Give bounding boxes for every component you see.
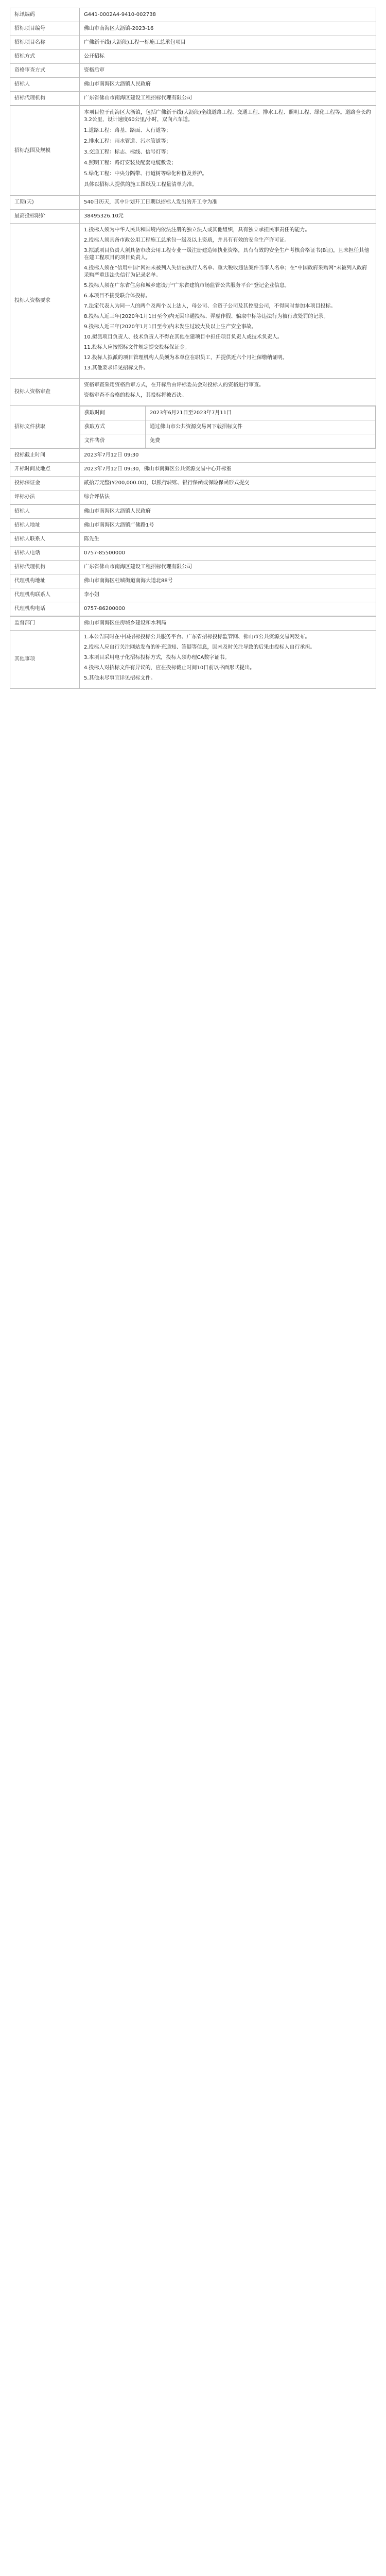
detail-table	[10, 106, 376, 504]
scope-paragraph: 5.绿化工程：中央分隔带、行道树等绿化种植及养护。	[84, 171, 207, 177]
doc-fee-content	[80, 406, 376, 449]
contact-4-row	[10, 561, 376, 574]
contact-5-row	[10, 574, 376, 588]
document-page	[0, 8, 386, 2576]
contact-6-label: 代理机构联系人	[10, 588, 80, 602]
other-item: 3.本项目采用电子化招标投标方式，投标人须办理CA数字证书。	[84, 655, 230, 660]
qualification-review-item: 资格审查不合格的投标人，其投标将被否决。	[84, 393, 187, 398]
contacts-table	[10, 504, 376, 616]
qualification-item: 2.投标人须具备市政公用工程施工总承包一级及以上资质，并具有有效的安全生产许可证。	[84, 238, 290, 243]
qualification-item: 12.投标人拟派的项目管理机构人员须为本单位在职员工，并提供近六个月社保缴纳证明。	[84, 355, 288, 361]
contact-3-value: 0757-85500000	[80, 547, 376, 561]
qualification-item: 1.投标人须为中华人民共和国境内依法注册的独立法人或其他组织，具有独立承担民事责任的能力。	[84, 227, 310, 233]
qualification-review-label: 投标人资格审查	[10, 379, 80, 406]
basic-1-label: 招标项目编号	[10, 22, 80, 36]
contact-7-value: 0757-86200000	[80, 602, 376, 616]
other-content	[80, 631, 376, 689]
other-item: 2.投标人应自行关注网站发布的补充通知、答疑等信息，因未及时关注导致的后果由投标人自行承担。	[84, 645, 315, 650]
contact-1-label: 招标人地址	[10, 519, 80, 533]
qualification-label: 投标人资格要求	[10, 224, 80, 379]
max-price-label: 最高投标限价	[10, 210, 80, 224]
doc-fee-key: 获取方式	[80, 420, 146, 434]
other-label: 其他事项	[10, 631, 80, 689]
contact-5-label: 代理机构地址	[10, 574, 80, 588]
other-item: 4.投标人对招标文件有异议的，应在投标截止时间10日前以书面形式提出。	[84, 665, 255, 671]
doc-fee-table	[80, 406, 376, 448]
contact-5-value: 佛山市南海区桂城街道南海大道北88号	[80, 574, 376, 588]
doc-fee-label: 招标文件获取	[10, 406, 80, 449]
doc-fee-row	[80, 406, 376, 420]
contact-2-row	[10, 533, 376, 547]
max-price-value: 38495326.10元	[80, 210, 376, 224]
opening-value: 2023年7月12日 09:30，佛山市南海区公共资源交易中心开标室	[80, 463, 376, 477]
basic-2-label: 招标项目名称	[10, 36, 80, 50]
basic-6-value: 广东省佛山市南海区建设工程招标代理有限公司	[80, 92, 376, 106]
evaluation-label: 评标办法	[10, 490, 80, 504]
scope-content	[80, 106, 376, 196]
basic-3-value: 公开招标	[80, 50, 376, 64]
basic-5-label: 招标人	[10, 78, 80, 92]
scope-paragraph: 具体以招标人提供的施工图纸及工程量清单为准。	[84, 182, 197, 188]
scope-paragraph: 3.交通工程：标志、标线、信号灯等；	[84, 149, 171, 155]
basic-2-row	[10, 36, 376, 50]
contact-1-row	[10, 519, 376, 533]
contact-7-row	[10, 602, 376, 616]
basic-6-label: 招标代理机构	[10, 92, 80, 106]
qualification-item: 11.投标人应按招标文件规定提交投标保证金。	[84, 345, 190, 350]
doc-fee-value: 通过佛山市公共资源交易网下载招标文件	[146, 420, 376, 434]
basic-0-value: G441-0002A4-9410-002738	[80, 8, 376, 22]
basic-1-row	[10, 22, 376, 36]
supervision-label: 监督部门	[10, 617, 80, 631]
qualification-review-item: 资格审查采用资格后审方式，在开标后由评标委员会对投标人的资格进行审查。	[84, 382, 264, 388]
supervision-value: 佛山市南海区住房城乡建设和水利局	[80, 617, 376, 631]
basic-1-value: 佛山市南海区大沥镇-2023-16	[80, 22, 376, 36]
basic-3-row	[10, 50, 376, 64]
contact-3-row	[10, 547, 376, 561]
qualification-item: 6.本项目不接受联合体投标。	[84, 293, 151, 299]
qualification-item: 9.投标人近三年(2020年1月1日至今)内未发生过较大及以上生产安全事故。	[84, 324, 257, 330]
doc-fee-value: 免费	[146, 434, 376, 448]
contact-6-value: 李小姐	[80, 588, 376, 602]
doc-fee-row	[80, 420, 376, 434]
basic-4-row	[10, 64, 376, 78]
qualification-item: 3.拟派项目负责人须具备市政公用工程专业一级注册建造师执业资格，具有有效的安全生产考核合格证书(B证)，且未担任其他在建工程项目的项目负责人。	[84, 248, 370, 261]
contact-4-value: 广东省佛山市南海区建设工程招标代理有限公司	[80, 561, 376, 574]
basic-info-table	[10, 8, 376, 106]
scope-paragraph: 4.照明工程：路灯安装及配套电缆敷设；	[84, 160, 177, 166]
contact-0-row	[10, 505, 376, 519]
contact-6-row	[10, 588, 376, 602]
basic-4-value: 资格后审	[80, 64, 376, 78]
contact-4-label: 招标代理机构	[10, 561, 80, 574]
duration-label: 工期(天)	[10, 196, 80, 210]
duration-value: 540日历天，其中计划开工日期以招标人发出的开工令为准	[80, 196, 376, 210]
other-item: 5.其他未尽事宜详见招标文件。	[84, 675, 156, 681]
scope-paragraph: 本项目位于南海区大沥镇，包括广佛新干线(大沥段)全线道路工程、交通工程、排水工程、照明工程、绿化工程等。道路全长约3.2公里，设计速度60公里/小时，双向六车道。	[84, 110, 371, 123]
qualification-item: 5.投标人须在广东省住房和城乡建设厅“广东省建筑市场监管公共服务平台”登记企业信息。	[84, 283, 290, 289]
bid-deadline-value: 2023年7月12日 09:30	[80, 449, 376, 463]
contact-0-value: 佛山市南海区大沥镇人民政府	[80, 505, 376, 519]
basic-2-value: 广佛新干线(大沥段)工程一标施工总承包项目	[80, 36, 376, 50]
contact-0-label: 招标人	[10, 505, 80, 519]
doc-fee-key: 文件售价	[80, 434, 146, 448]
qualification-item: 7.法定代表人为同一人的两个及两个以上法人，母公司、全资子公司及其控股公司，不得同时参加本项目投标。	[84, 303, 336, 309]
deposit-value: 贰拾万元整(¥200,000.00)，以银行转账、银行保函或保险保函形式提交	[80, 477, 376, 490]
scope-paragraph: 2.排水工程：雨水管道、污水管道等；	[84, 139, 171, 144]
basic-4-label: 资格审查方式	[10, 64, 80, 78]
qualification-item: 10.拟派项目负责人、技术负责人不得在其他在建项目中担任项目负责人或技术负责人。	[84, 334, 283, 340]
basic-0-row	[10, 8, 376, 22]
basic-6-row	[10, 92, 376, 106]
qualification-item: 8.投标人近三年(2020年1月1日至今)内无因串通投标、弄虚作假、骗取中标等违法行为被行政处罚的记录。	[84, 314, 329, 319]
scope-paragraph: 1.道路工程：路基、路面、人行道等；	[84, 128, 171, 133]
qualification-item: 13.其他要求详见招标文件。	[84, 365, 149, 371]
contact-2-value: 陈先生	[80, 533, 376, 547]
doc-fee-row	[80, 434, 376, 448]
contact-3-label: 招标人电话	[10, 547, 80, 561]
opening-label: 开标时间及地点	[10, 463, 80, 477]
deposit-label: 投标保证金	[10, 477, 80, 490]
doc-fee-key: 获取时间	[80, 406, 146, 420]
footer-table	[10, 616, 376, 689]
qualification-review-content	[80, 379, 376, 406]
other-item: 1.本公告同时在中国招标投标公共服务平台、广东省招标投标监管网、佛山市公共资源交易网发布。	[84, 634, 310, 640]
basic-5-value: 佛山市南海区大沥镇人民政府	[80, 78, 376, 92]
scope-label: 招标范围及规模	[10, 106, 80, 196]
evaluation-value: 综合评估法	[80, 490, 376, 504]
bid-deadline-label: 投标截止时间	[10, 449, 80, 463]
contact-7-label: 代理机构电话	[10, 602, 80, 616]
qualification-item: 4.投标人须在“信用中国”网站未被列入失信被执行人名单、重大税收违法案件当事人名单；在“中国政府采购网”未被列入政府采购严重违法失信行为记录名单。	[84, 265, 367, 278]
basic-0-label: 标讯编码	[10, 8, 80, 22]
basic-5-row	[10, 78, 376, 92]
contact-2-label: 招标人联系人	[10, 533, 80, 547]
contact-1-value: 佛山市南海区大沥镇广佛路1号	[80, 519, 376, 533]
qualification-content	[80, 224, 376, 379]
basic-3-label: 招标方式	[10, 50, 80, 64]
doc-fee-value: 2023年6月21日至2023年7月11日	[146, 406, 376, 420]
